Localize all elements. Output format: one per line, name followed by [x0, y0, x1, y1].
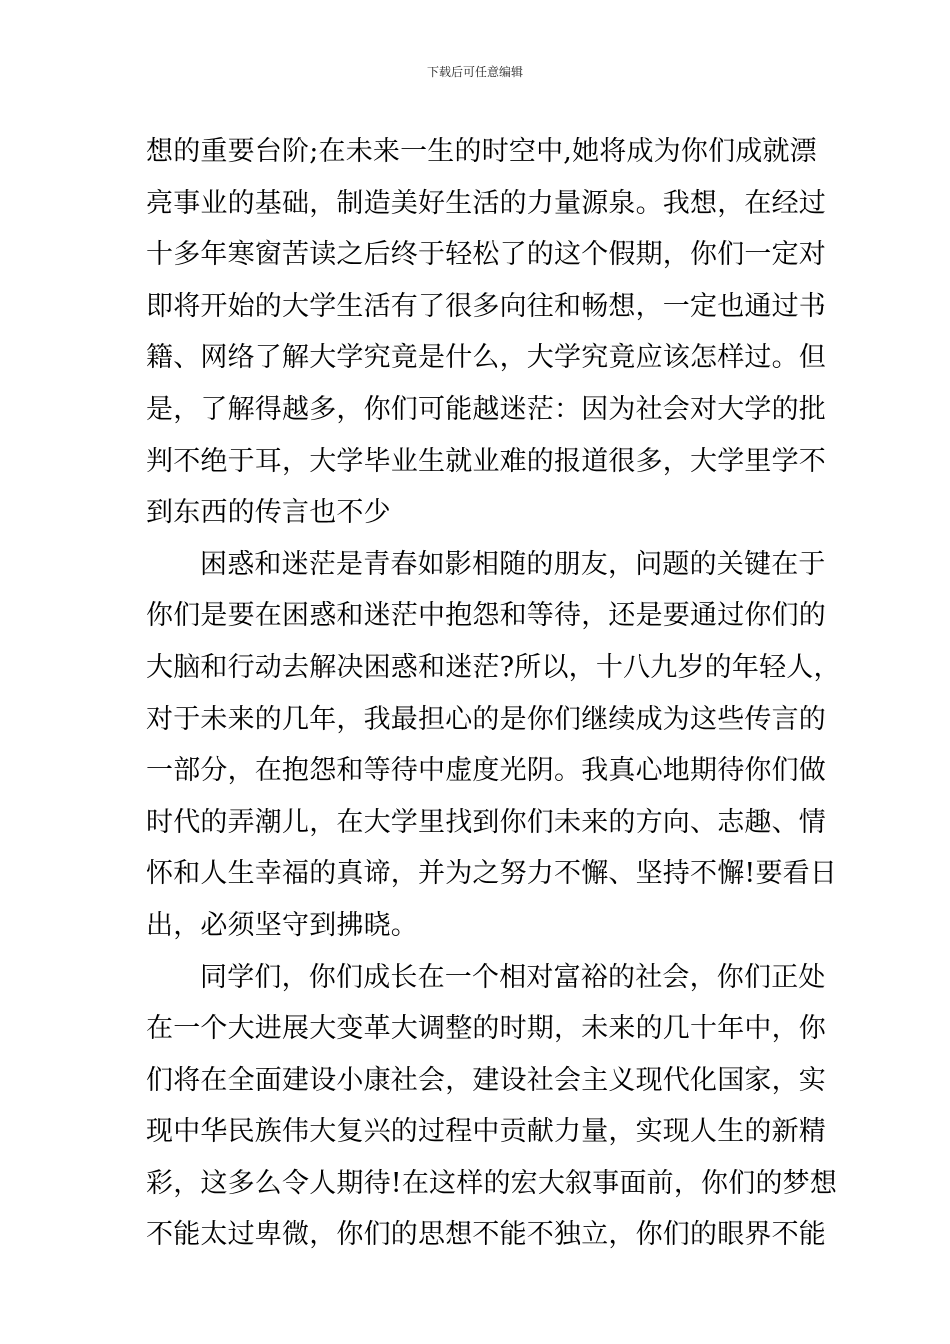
text-line: 不能太过卑微，你们的思想不能不独立，你们的眼界不能 [146, 1219, 826, 1251]
text-line: 时代的弄潮儿，在大学里找到你们未来的方向、志趣、情 [146, 806, 826, 838]
text-line: 到东西的传言也不少 [146, 497, 391, 529]
text-line: 你们是要在困惑和迷茫中抱怨和等待，还是要通过你们的 [146, 600, 826, 632]
paragraph [146, 539, 841, 952]
text-line: 出，必须坚守到拂晓。 [146, 909, 418, 941]
text-line: 大脑和行动去解决困惑和迷茫?所以，十八九岁的年轻人， [146, 651, 841, 683]
text-line: 亮事业的基础，制造美好生活的力量源泉。我想，在经过 [146, 187, 826, 219]
text-line: 同学们，你们成长在一个相对富裕的社会，你们正处 [200, 961, 826, 993]
document-body [146, 126, 841, 1261]
paragraph [146, 952, 838, 1262]
text-line: 籍、网络了解大学究竟是什么，大学究竟应该怎样过。但 [146, 342, 826, 374]
text-line: 即将开始的大学生活有了很多向往和畅想，一定也通过书 [146, 290, 826, 322]
text-line: 彩，这多么令人期待!在这样的宏大叙事面前，你们的梦想 [146, 1167, 838, 1199]
text-line: 十多年寒窗苦读之后终于轻松了的这个假期，你们一定对 [146, 239, 826, 271]
text-line: 对于未来的几年，我最担心的是你们继续成为这些传言的 [146, 703, 826, 735]
text-line: 一部分，在抱怨和等待中虚度光阴。我真心地期待你们做 [146, 755, 826, 787]
text-line: 判不绝于耳，大学毕业生就业难的报道很多，大学里学不 [146, 445, 826, 477]
text-line: 们将在全面建设小康社会，建设社会主义现代化国家，实 [146, 1064, 826, 1096]
text-line: 困惑和迷茫是青春如影相随的朋友，问题的关键在于 [200, 548, 826, 580]
text-line: 是，了解得越多，你们可能越迷茫：因为社会对大学的批 [146, 393, 826, 425]
text-line: 现中华民族伟大复兴的过程中贡献力量，实现人生的新精 [146, 1116, 826, 1148]
page-header: 下载后可任意编辑 [426, 65, 523, 79]
text-line: 在一个大进展大变革大调整的时期，未来的几十年中，你 [146, 1013, 826, 1045]
text-line: 怀和人生幸福的真谛，并为之努力不懈、坚持不懈!要看日 [146, 858, 838, 890]
text-line: 想的重要台阶;在未来一生的时空中,她将成为你们成就漂 [146, 136, 817, 167]
paragraph [146, 126, 826, 539]
